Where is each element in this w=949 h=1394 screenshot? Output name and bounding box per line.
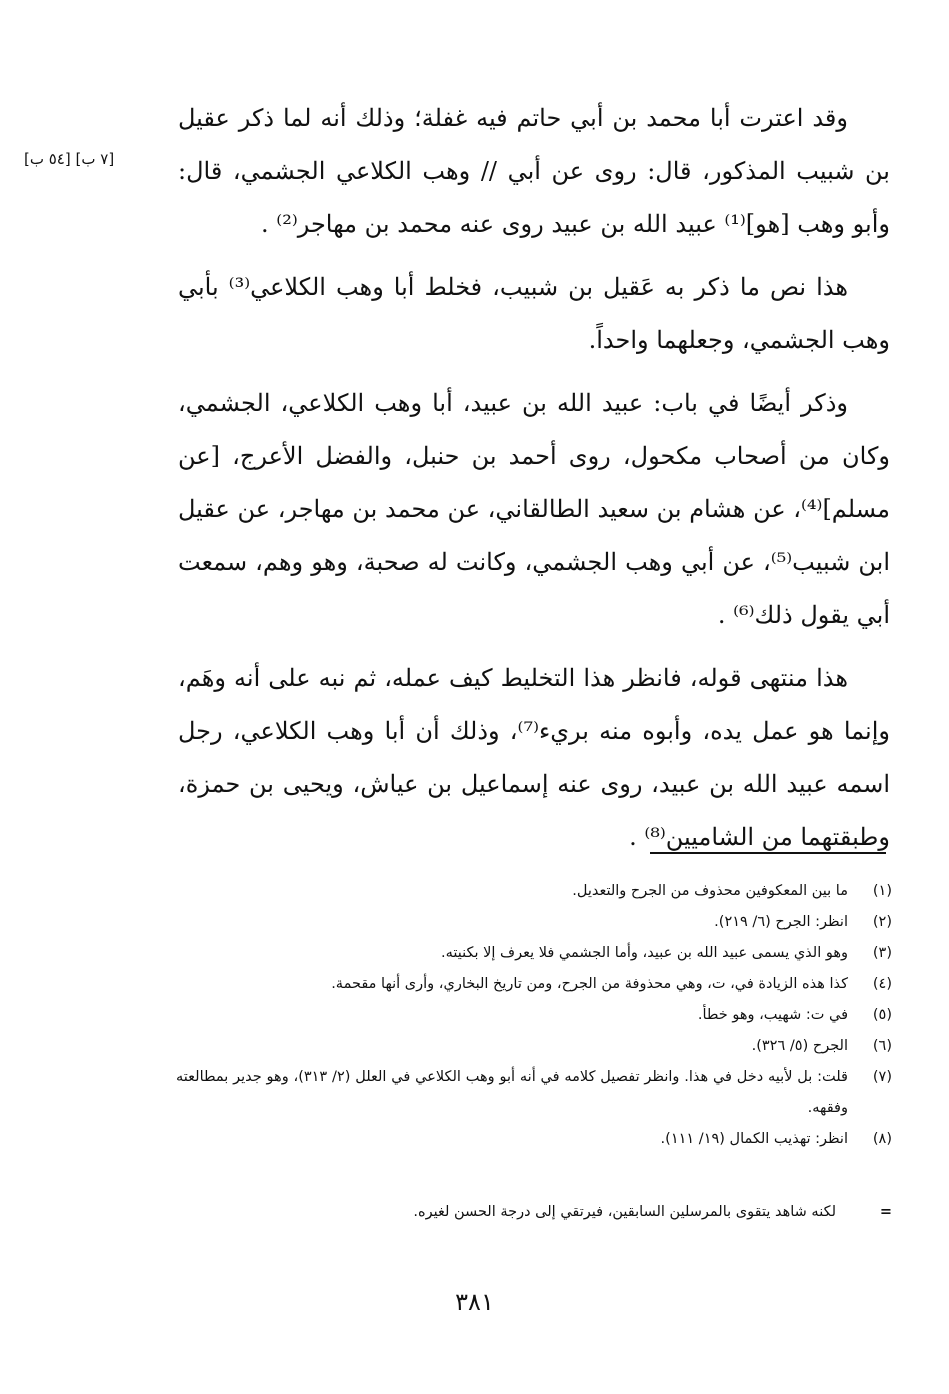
footnote-text: وهو الذي يسمى عبيد الله بن عبيد، وأما الجشمي فلا يعرف إلا بكنيته. [440, 945, 848, 961]
paragraph-2: هذا نص ما ذكر به عَقيل بن شبيب، فخلط أبا وهب الكلاعي⁽³⁾ بأبي وهب الجشمي، وجعلهما واحداً. [178, 273, 890, 354]
footnote-number: (٧) [872, 1069, 892, 1085]
manuscript-folio-note: [٧ ب] [٥٤ ب] [24, 150, 115, 168]
footnote-text: في ت: شهيب، وهو خطأ. [697, 1007, 848, 1023]
footnote-text: الجرح (٥/ ٣٢٦). [751, 1038, 848, 1054]
footnote-text: انظر: الجرح (٦/ ٢١٩). [714, 914, 848, 930]
footnote [176, 938, 892, 969]
footnote-number: (١) [872, 883, 892, 899]
footnotes [176, 876, 892, 1155]
main-text [178, 92, 890, 874]
footnote-text: قلت: بل لأبيه دخل في هذا. وانظر تفصيل كلامه في أنه أبو وهب الكلاعي في العلل (٢/ ٣١٣)، وهو جدير بمطالعته وفقهه. [176, 1069, 848, 1116]
footnote-number: (٥) [872, 1007, 892, 1023]
footnote [176, 1031, 892, 1062]
footnote-text: انظر: تهذيب الكمال (١٩/ ١١١). [660, 1131, 848, 1147]
footnote-number: (٤) [872, 976, 892, 992]
footnote-number: (٣) [872, 945, 892, 961]
footnote [176, 876, 892, 907]
footnote-text: ما بين المعكوفين محذوف من الجرح والتعديل. [572, 883, 848, 899]
footnote-number: (٨) [872, 1131, 892, 1147]
footnote [176, 969, 892, 1000]
paragraph-3: وذكر أيضًا في باب: عبيد الله بن عبيد، أبا وهب الكلاعي، الجشمي، وكان من أصحاب مكحول، روى أحمد بن حنبل، والفضل الأعرج، [عن مسلم]⁽⁴⁾، عن هشام بن سعيد الطالقاني، عن محمد بن مهاجر، عن عقيل ابن شبيب⁽⁵⁾، عن أبي وهب الجشمي، وكانت له صحبة، وهو وهم، سمعت أبي يقول ذلك⁽⁶⁾ . [178, 389, 890, 629]
footnote [176, 1124, 892, 1155]
footnote [176, 907, 892, 938]
footnote-text: كذا هذه الزيادة في، ت، وهي محذوفة من الجرح، ومن تاريخ البخاري، وأرى أنها مقحمة. [331, 976, 848, 992]
continued-footnote-text: لكنه شاهد يتقوى بالمرسلين السابقين، فيرتقي إلى درجة الحسن لغيره. [413, 1204, 836, 1220]
footnote-separator [650, 852, 886, 854]
footnote [176, 1062, 892, 1124]
continuation-mark: = [879, 1204, 892, 1220]
continued-footnote [300, 1204, 892, 1220]
footnote-number: (٦) [872, 1038, 892, 1054]
footnote [176, 1000, 892, 1031]
paragraph-4: هذا منتهى قوله، فانظر هذا التخليط كيف عمله، ثم نبه على أنه وهَم، وإنما هو عمل يده، وأبوه منه بريء⁽⁷⁾، وذلك أن أبا وهب الكلاعي، رجل اسمه عبيد الله بن عبيد، روى عنه إسماعيل بن عياش، ويحيى بن حمزة، وطبقتهما من الشاميين⁽⁸⁾ . [178, 664, 890, 851]
footnote-number: (٢) [872, 914, 892, 930]
page-number: ٣٨١ [455, 1288, 494, 1316]
paragraph-1: وقد اعترت أبا محمد بن أبي حاتم فيه غفلة؛ وذلك أنه لما ذكر عقيل بن شبيب المذكور، قال: روى عن أبي // وهب الكلاعي الجشمي، قال: وأبو وهب [هو]⁽¹⁾ عبيد الله بن عبيد روى عنه محمد بن مهاجر⁽²⁾ . [178, 104, 890, 238]
